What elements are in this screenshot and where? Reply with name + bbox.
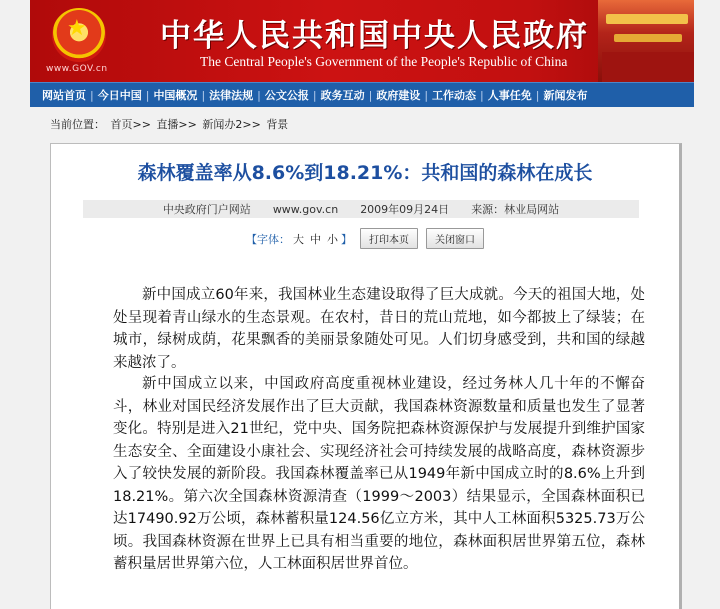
main-nav (30, 82, 694, 107)
nav-divider: | (480, 88, 484, 102)
article-meta (83, 200, 639, 218)
breadcrumb (50, 116, 290, 132)
breadcrumb-current: 背景 (266, 118, 289, 131)
font-size-label-end: 】 (341, 232, 352, 246)
article-paragraph: 新中国成立60年来，我国林业生态建设取得了巨大成就。今天的祖国大地，处处呈现着青山绿水的生态景观。在农村，昔日的荒山荒地，如今都披上了绿装；在城市，绿树成荫，花果飘香的美丽景象随处可见。人们切身感受到，共和国的绿越来越浓了。 (113, 287, 645, 371)
site-title-cn[interactable]: 中华人民共和国中央人民政府 (160, 18, 589, 54)
nav-today-china[interactable]: 今日中国 (97, 89, 142, 102)
nav-divider: | (312, 88, 317, 102)
site-title-en: The Central People's Government of the People's Republic of China (200, 54, 568, 69)
nav-divider: | (145, 88, 150, 102)
nav-interaction[interactable]: 政务互动 (320, 89, 365, 102)
breadcrumb-live[interactable]: 直播>> (156, 118, 197, 131)
nav-appointments[interactable]: 人事任免 (487, 89, 532, 102)
article-tools (51, 228, 679, 249)
nav-divider: | (368, 88, 373, 102)
gate-wall (602, 52, 694, 82)
nav-laws[interactable]: 法律法规 (209, 89, 254, 102)
nav-divider: | (424, 88, 429, 102)
tiananmen-gate-icon (598, 0, 694, 82)
font-size-selector (246, 231, 352, 247)
nav-work-news[interactable]: 工作动态 (432, 89, 477, 102)
nav-china-overview[interactable]: 中国概况 (153, 89, 198, 102)
site-domain: www.gov.cn (272, 202, 339, 216)
article-title: 森林覆盖率从8.6%到18.21%：共和国的森林在成长 (137, 162, 593, 184)
font-size-medium[interactable]: 中 (310, 232, 321, 246)
print-button[interactable]: 打印本页 (360, 228, 418, 249)
nav-divider: | (90, 88, 94, 102)
nav-gazette[interactable]: 公文公报 (264, 89, 309, 102)
nav-divider: | (257, 88, 261, 102)
breadcrumb-press-office[interactable]: 新闻办2>> (202, 118, 261, 131)
breadcrumb-label: 当前位置： (50, 118, 105, 131)
star-icon: ★ (67, 16, 87, 41)
article-card (50, 143, 682, 609)
article-origin: 来源：林业局网站 (471, 203, 560, 216)
nav-divider: | (201, 88, 206, 102)
close-window-button[interactable]: 关闭窗口 (426, 228, 484, 249)
breadcrumb-home[interactable]: 首页>> (110, 118, 151, 131)
font-size-large[interactable]: 大 (293, 232, 304, 246)
font-size-small[interactable]: 小 (327, 232, 338, 246)
publish-date: 2009年09月24日 (360, 203, 450, 216)
gate-roof-lower (614, 34, 682, 42)
nav-gov-building[interactable]: 政府建设 (376, 89, 421, 102)
gate-roof (606, 14, 688, 24)
font-size-label: 【字体： (246, 232, 290, 246)
nav-home[interactable]: 网站首页 (42, 89, 86, 102)
source-site: 中央政府门户网站 (162, 203, 251, 216)
article-paragraph: 新中国成立以来，中国政府高度重视林业建设，经过务林人几十年的不懈奋斗，林业对国民经济发展作出了巨大贡献，我国森林资源数量和质量也发生了显著变化。特别是进入21世纪，党中央、国务院把森林资源保护与发展提升到维护国家生态安全、全面建设小康社会、实现经济社会可持续发展的战略高度，森林资源步入了较快发展的新阶段。我国森林覆盖率已从1949年新中国成立时的8.6%上升到18.21%。第六次全国森林资源清查（1999～2003）结果显示，全国森林面积已达17490.92万公顷，森林蓄积量124.56亿立方米，其中人工林面积5325.73万公顷。我国森林资源在世界上已具有相当重要的地位，森林面积居世界第五位，森林蓄积量居世界第六位，人工林面积居世界首位。 (113, 376, 645, 572)
nav-divider: | (535, 88, 540, 102)
national-emblem-icon[interactable] (52, 8, 106, 62)
site-header (30, 0, 694, 82)
site-url: www.GOV.cn (46, 64, 108, 74)
nav-press[interactable]: 新闻发布 (543, 89, 588, 102)
